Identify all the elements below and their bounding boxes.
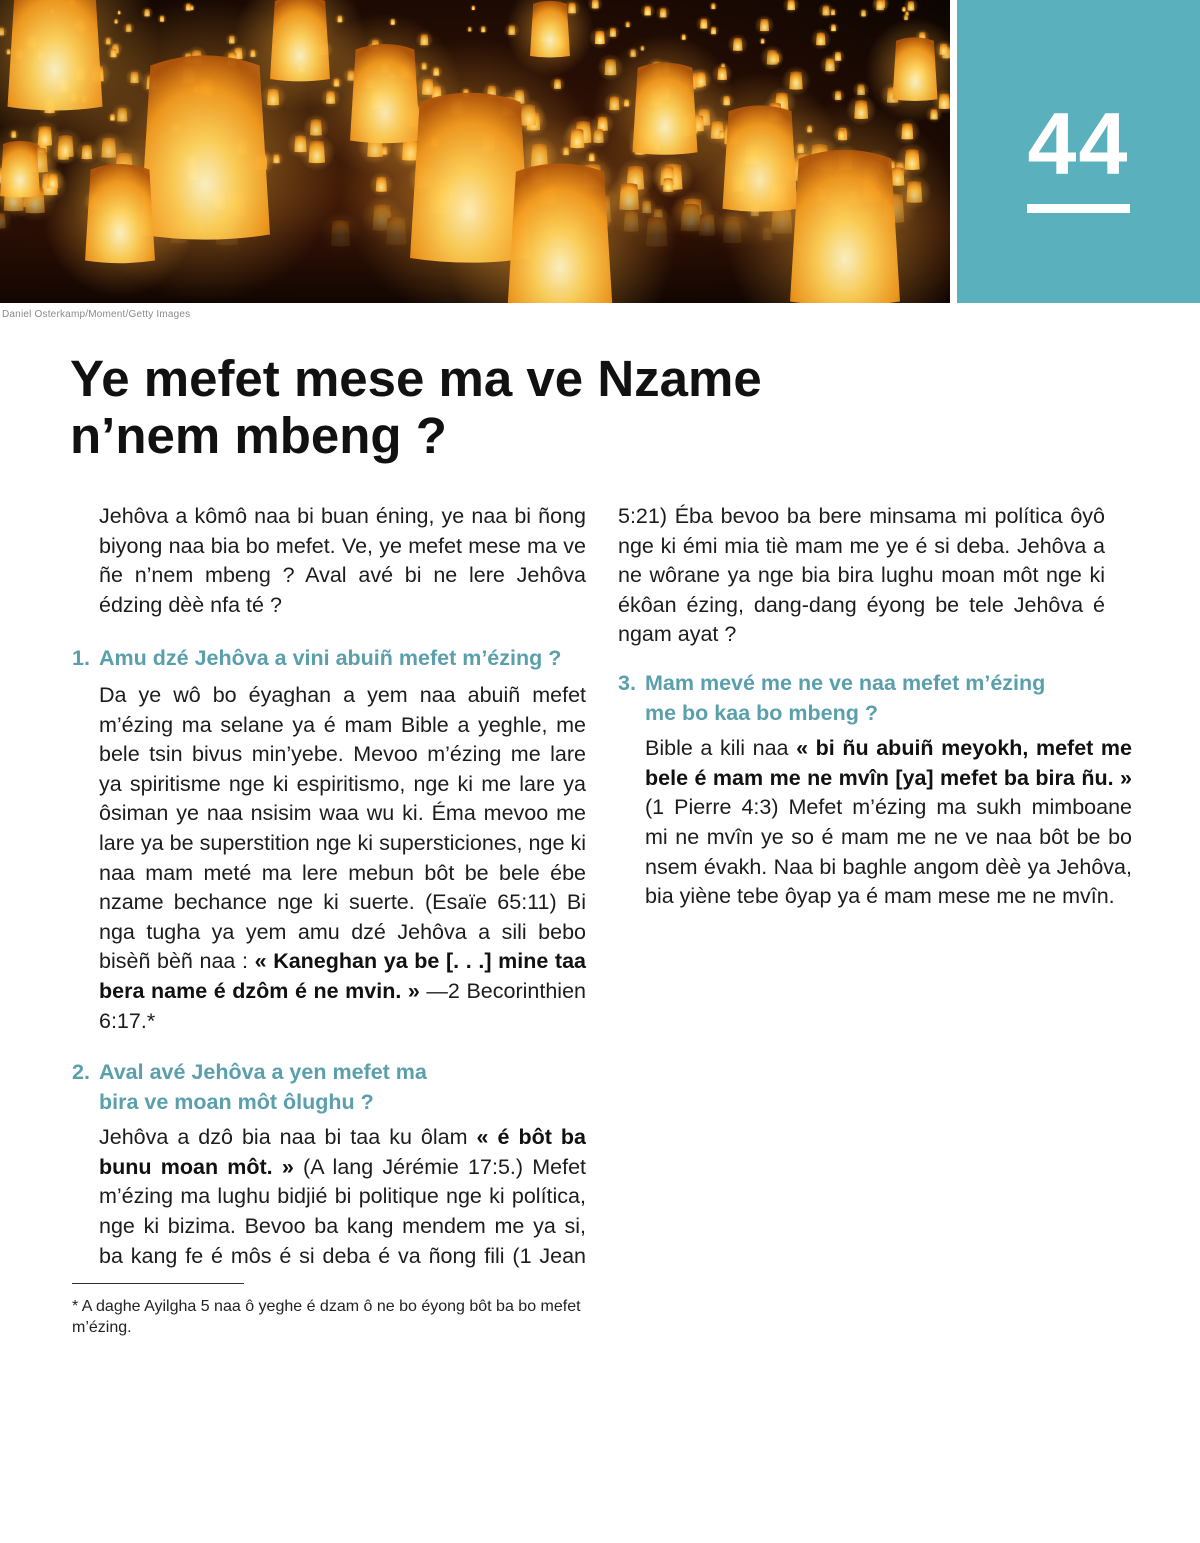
- lantern-shape: [767, 50, 778, 65]
- photo-credit: Daniel Osterkamp/Moment/Getty Images: [2, 309, 191, 320]
- lantern-shape: [700, 19, 707, 29]
- lantern-shape: [857, 84, 865, 95]
- paragraph-text: (1 Pierre 4:3) Mefet m’ézing ma sukh mimboane mi ne mvîn ye so é mam me ne ve naa bôt be bo nsem évakh. Naa bi baghle angom dèè ya Jehôva, bia yiène tebe ôyap ya é mam mese me ne mvîn.: [645, 795, 1132, 909]
- lesson-number-box: [957, 0, 1200, 303]
- lantern-shape: [831, 24, 836, 31]
- paragraph-text: 5:21) Éba bevoo ba bere minsama mi política ôyô nge ki émi mia tiè mam me ye é si deba. Jehôva a ne wôrane ya nge bia bira lughu moan môt nge ki ékôan ézing, dang-dang éyong be tele Jehôva é ngam ayat ?: [618, 503, 1105, 647]
- scripture-quote: « Kaneghan ya be [. . .] mine taa bera name é dzôm é ne mvin. »: [99, 949, 586, 1003]
- lantern-shape: [761, 38, 765, 43]
- lantern-shape: [902, 7, 905, 12]
- section-2-paragraph-part-1: [72, 1123, 586, 1271]
- lantern-shape: [530, 1, 570, 58]
- question-2: [72, 1058, 586, 1117]
- lesson-number: 44: [1027, 94, 1130, 193]
- lantern-shape: [592, 0, 599, 9]
- lantern-shape: [610, 28, 617, 37]
- title-line-1: Ye mefet mese ma ve Nzame: [70, 350, 762, 407]
- lantern-shape: [472, 6, 475, 10]
- left-column: [72, 502, 586, 1338]
- lantern-shape: [85, 164, 155, 263]
- lantern-shape: [893, 37, 938, 101]
- lantern-shape: [626, 22, 630, 28]
- footnote-divider: [72, 1283, 244, 1284]
- scripture-quote: « bi ñu abuiñ meyokh, mefet me bele é mam me ne mvîn [ya] mefet ba bira ñu. »: [645, 736, 1132, 790]
- lantern-shape: [0, 141, 40, 198]
- lantern-shape: [822, 6, 829, 16]
- lantern-shape: [790, 150, 900, 303]
- lantern-shape: [907, 1, 914, 11]
- lantern-shape: [816, 32, 825, 45]
- title-line-2: n’nem mbeng ?: [70, 407, 447, 464]
- lantern-shape: [595, 31, 605, 45]
- lantern-shape: [711, 3, 715, 9]
- lantern-shape: [760, 19, 769, 31]
- paragraph-text: Jehôva a dzô bia naa bi taa ku ôlam: [99, 1125, 477, 1150]
- section-3-paragraph: [618, 734, 1132, 912]
- right-column: [618, 502, 1132, 912]
- paragraph-text: Bible a kili naa: [645, 736, 797, 761]
- lantern-shape: [861, 10, 866, 17]
- lantern-shape: [481, 26, 485, 32]
- lanterns-photo: [0, 0, 950, 303]
- lantern-shape: [787, 0, 795, 10]
- question-number: 3.: [618, 671, 636, 695]
- question-line-1: Aval avé Jehôva a yen mefet ma: [99, 1060, 427, 1085]
- paragraph-text: (A lang Jérémie 17:5.) Mefet m’ézing ma lughu bidjié bi politique nge ki política, nge ki bizima. Bevoo ba kang mendem me ya si, ba kang fe é môs é si deba é va ñong fili (1 Jean: [99, 1154, 586, 1268]
- section-1-paragraph: [72, 681, 586, 1036]
- question-number: 2.: [72, 1060, 90, 1085]
- question-line-1: Mam mevé me ne ve naa mefet m’ézing: [645, 671, 1046, 695]
- lantern-shape: [835, 91, 842, 100]
- question-text: Amu dzé Jehôva a vini abuiñ mefet m’ézing ?: [99, 646, 562, 671]
- question-number: 1.: [72, 646, 90, 671]
- lantern-shape: [468, 27, 471, 32]
- lantern-shape: [825, 58, 835, 71]
- lantern-shape: [711, 27, 716, 34]
- lantern-shape: [733, 38, 743, 51]
- section-2-continuation: [618, 502, 1132, 651]
- footnote: * A daghe Ayilgha 5 naa ô yeghe é dzam ô ne bo éyong bôt ba bo mefet m’ézing.: [72, 1298, 581, 1337]
- lantern-shape: [876, 0, 884, 10]
- scripture-reference: —2 Becorinthien 6:17.*: [99, 978, 586, 1033]
- intro-paragraph: Jehôva a kômô naa bi buan éning, ye naa bi ñong biyong naa bia bo mefet. Ve, ye mefet mese ma ve ñe n’nem mbeng ? Aval avé bi ne lere Jehôva édzing dèè nfa té ?: [99, 504, 586, 617]
- section-2-paragraph-part-2: [618, 502, 1105, 650]
- page-title: [70, 350, 970, 464]
- question-1: [72, 644, 586, 674]
- lantern-shape: [831, 9, 835, 15]
- lantern-shape: [644, 6, 651, 15]
- lantern-shape: [270, 0, 330, 81]
- question-line-2: me bo kaa bo mbeng ?: [645, 700, 878, 725]
- lantern-shape: [660, 8, 667, 17]
- question-line-2: bira ve moan môt ôlughu ?: [99, 1089, 374, 1114]
- paragraph-text: Da ye wô bo éyaghan a yem naa abuiñ mefet m’ézing ma selane ya é mam Bible a yeghle, me bele tsin bivus min’yebe. Mevoo m’ézing me lare ya spiritisme nge ki espiritismo, nge ki me lare ya ôsiman ye naa nsisim waa wu ki. Éma mevoo me lare ya be superstition nge ki supersticiones, nge ki naa mam meté ma lere mebun bôt be bele ébe nzame bechance nge ki suerte. (Esaïe 65:11) Bi nga tugha ya yem amu dzé Jehôva a sili bebo bisèñ bèñ naa :: [99, 682, 586, 974]
- question-3: [618, 669, 1132, 728]
- lantern-shape: [508, 164, 613, 303]
- lesson-underline: [1027, 204, 1130, 213]
- scripture-quote: « é bôt ba bunu moan môt. »: [99, 1125, 586, 1179]
